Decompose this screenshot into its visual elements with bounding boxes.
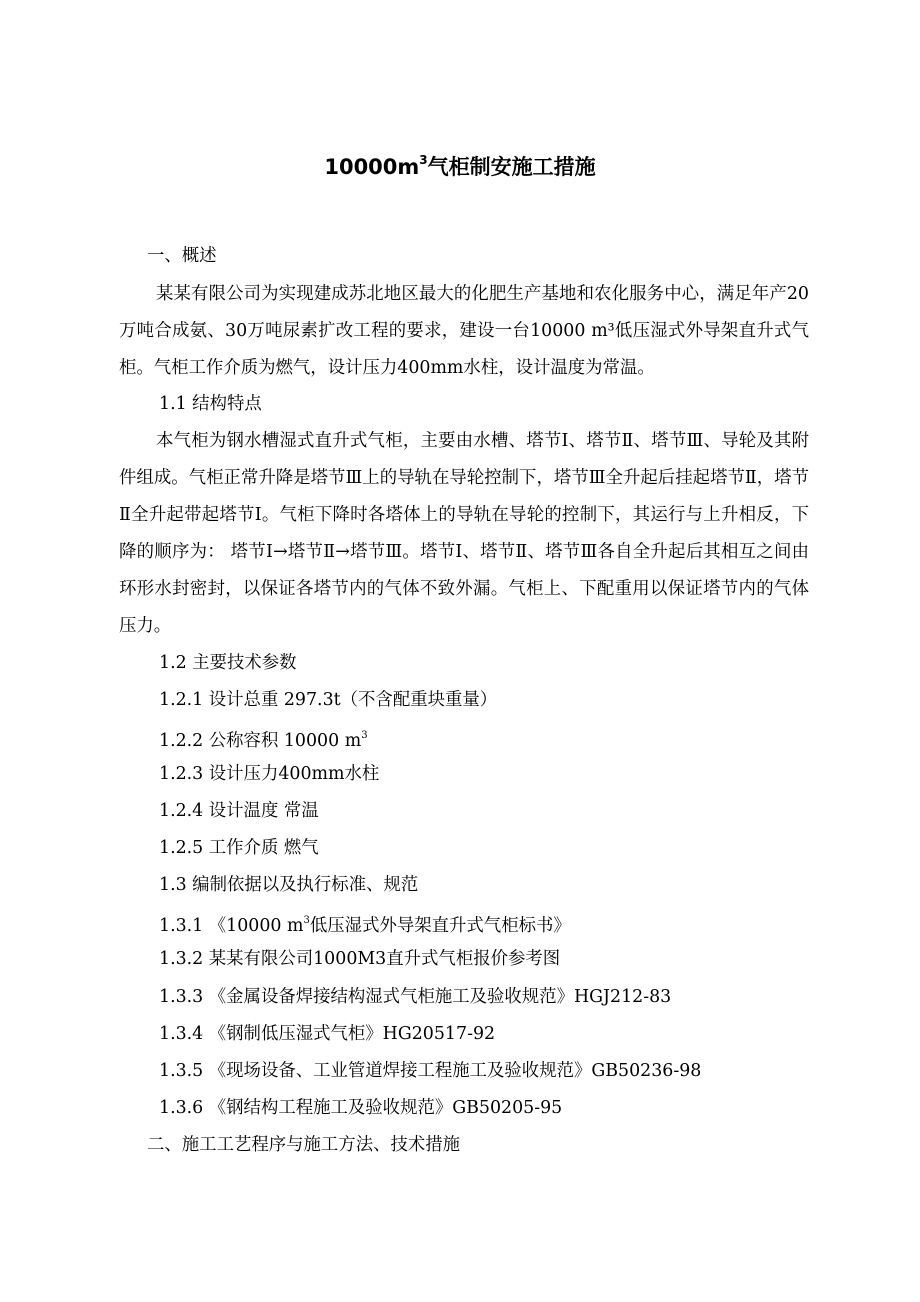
subsection-heading-parameters: 1.2 主要技术参数	[159, 653, 297, 673]
param-design-pressure: 1.2.3 设计压力400mm水柱	[159, 764, 380, 784]
ref1-sup: 3	[303, 915, 310, 926]
subsection-heading-standards: 1.3 编制依据以及执行标准、规范	[159, 875, 419, 895]
standard-ref-4: 1.3.4 《钢制低压湿式气柜》HG20517-92	[159, 1024, 496, 1044]
param-working-medium: 1.2.5 工作介质 燃气	[159, 838, 319, 858]
title-superscript: 3	[419, 153, 428, 167]
standard-ref-3: 1.3.3 《金属设备焊接结构湿式气柜施工及验收规范》HGJ212-83	[159, 987, 672, 1007]
ref1-pre: 1.3.1 《10000 m	[159, 915, 304, 936]
param-design-temperature: 1.2.4 设计温度 常温	[159, 801, 319, 821]
standard-ref-6: 1.3.6 《钢结构工程施工及验收规范》GB50205-95	[159, 1098, 563, 1118]
param-nominal-volume	[159, 722, 849, 752]
title-main: 10000m	[324, 155, 420, 179]
standard-ref-5: 1.3.5 《现场设备、工业管道焊接工程施工及验收规范》GB50236-98	[159, 1061, 702, 1081]
param-volume-sup: 3	[361, 730, 368, 741]
title-rest: 气柜制安施工措施	[427, 155, 596, 179]
subsection-heading-structure: 1.1 结构特点	[159, 394, 262, 414]
section-heading-construction: 二、施工工艺程序与施工方法、技术措施	[147, 1135, 461, 1155]
param-volume-text: 1.2.2 公称容积 10000 m	[159, 730, 362, 751]
standard-ref-1	[159, 907, 849, 937]
standard-ref-2: 1.3.2 某某有限公司1000M3直升式气柜报价参考图	[159, 949, 561, 969]
param-design-weight: 1.2.1 设计总重 297.3t（不含配重块重量）	[159, 690, 498, 710]
intro-paragraph: 某某有限公司为实现建成苏北地区最大的化肥生产基地和农化服务中心，满足年产20万吨合成氨、30万吨尿素扩改工程的要求，建设一台10000 m³低压湿式外导架直升式气柜。气柜工作介质为燃气，设计压力400mm水柱，设计温度为常温。	[119, 284, 809, 378]
document-title	[0, 145, 920, 184]
ref1-post: 低压湿式外导架直升式气柜标书》	[309, 915, 571, 936]
section-heading-overview: 一、概述	[147, 246, 217, 266]
structure-paragraph: 本气柜为钢水槽湿式直升式气柜，主要由水槽、塔节Ⅰ、塔节Ⅱ、塔节Ⅲ、导轮及其附件组成。气柜正常升降是塔节Ⅲ上的导轨在导轮控制下，塔节Ⅲ全升起后挂起塔节Ⅱ，塔节Ⅱ全升起带起塔节Ⅰ。气柜下降时各塔体上的导轨在导轮的控制下，其运行与上升相反，下降的顺序为： 塔节Ⅰ→塔节Ⅱ→塔节Ⅲ。塔节Ⅰ、塔节Ⅱ、塔节Ⅲ各自全升起后其相互之间由环形水封密封，以保证各塔节内的气体不致外漏。气柜上、下配重用以保证塔节内的气体压力。	[119, 431, 809, 636]
